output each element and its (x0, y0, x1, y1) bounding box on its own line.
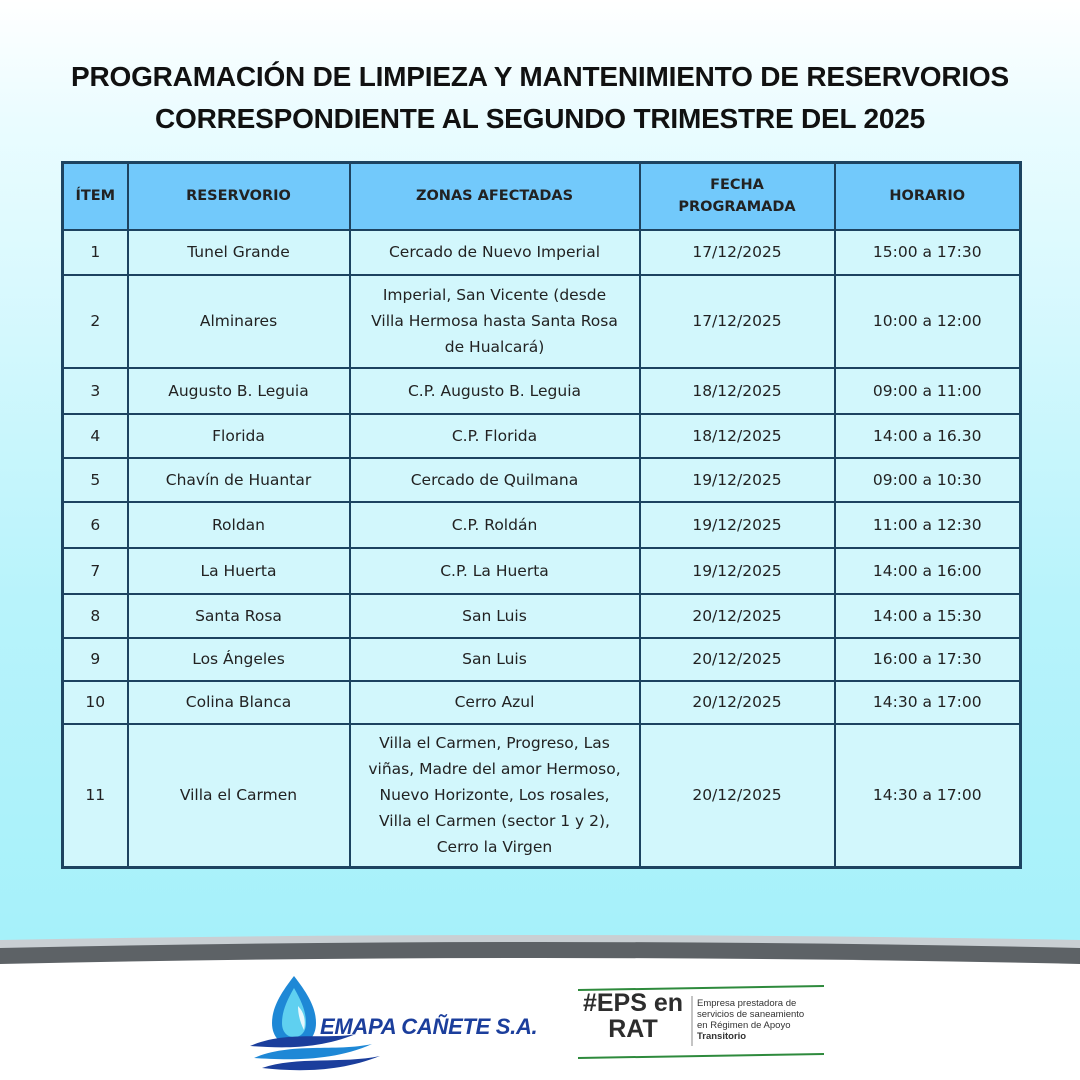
cell-fecha: 18/12/2025 (640, 368, 835, 414)
zona-line: Cercado de Nuevo Imperial (388, 243, 601, 261)
zona-line: Nuevo Horizonte, Los rosales, (379, 786, 610, 805)
cell-zonas (350, 724, 640, 868)
cell-horario: 14:30 a 17:00 (835, 724, 1021, 868)
cell-reservorio: Colina Blanca (128, 681, 350, 724)
zona-line: C.P. Roldán (451, 515, 538, 534)
cell-item: 11 (63, 724, 128, 868)
cell-reservorio: Villa el Carmen (128, 724, 350, 868)
cell-fecha: 18/12/2025 (640, 414, 835, 458)
eps-tag-line1: #EPS en (582, 989, 684, 1017)
table-row (63, 724, 1021, 868)
cell-horario: 10:00 a 12:00 (835, 275, 1021, 368)
cell-zonas (350, 502, 640, 548)
cell-horario: 16:00 a 17:30 (835, 638, 1021, 681)
header-reservorio: RESERVORIO (128, 163, 350, 230)
table-row (63, 594, 1021, 638)
zona-line: Villa Hermosa hasta Santa Rosa (371, 312, 618, 330)
schedule-table (61, 161, 1022, 869)
cell-fecha: 19/12/2025 (640, 458, 835, 502)
cell-fecha: 20/12/2025 (640, 638, 835, 681)
table-row (63, 458, 1021, 502)
eps-desc-line2: servicios de saneamiento (697, 1009, 805, 1020)
cell-item: 8 (63, 594, 128, 638)
header-fecha-line1: FECHA (710, 177, 764, 194)
cell-zonas (350, 458, 640, 502)
table-row (63, 414, 1021, 458)
zona-line: viñas, Madre del amor Hermoso, (368, 760, 621, 779)
zona-line: Villa el Carmen, Progreso, Las (379, 734, 610, 753)
cell-item: 9 (63, 638, 128, 681)
table-row (63, 681, 1021, 724)
eps-desc-line1: Empresa prestadora de (697, 998, 797, 1009)
header-fecha-line2: PROGRAMADA (678, 199, 796, 216)
cell-reservorio: Tunel Grande (128, 230, 350, 275)
table-row (63, 230, 1021, 275)
table-row (63, 368, 1021, 414)
cell-horario: 09:00 a 10:30 (835, 458, 1021, 502)
table-row (63, 275, 1021, 368)
table-body (63, 230, 1021, 868)
header-item: ÍTEM (63, 163, 128, 230)
cell-fecha: 19/12/2025 (640, 548, 835, 594)
cell-horario: 15:00 a 17:30 (835, 230, 1021, 275)
cell-fecha: 19/12/2025 (640, 502, 835, 548)
cell-zonas (350, 594, 640, 638)
cell-zonas (350, 275, 640, 368)
table-row (63, 502, 1021, 548)
cell-horario: 09:00 a 11:00 (835, 368, 1021, 414)
cell-zonas (350, 368, 640, 414)
table-row (63, 638, 1021, 681)
cell-reservorio: Santa Rosa (128, 594, 350, 638)
zona-line: de Hualcará) (444, 338, 545, 356)
cell-fecha: 20/12/2025 (640, 724, 835, 868)
eps-description (697, 998, 827, 1042)
cell-horario: 14:00 a 15:30 (835, 594, 1021, 638)
zona-line: Cerro la Virgen (436, 838, 553, 857)
eps-desc-line4: Transitorio (697, 1031, 747, 1042)
cell-item: 2 (63, 275, 128, 368)
cell-horario: 11:00 a 12:30 (835, 502, 1021, 548)
eps-tag-line2: RAT (608, 1015, 658, 1043)
cell-zonas (350, 681, 640, 724)
zona-line: Cercado de Quilmana (410, 470, 579, 489)
cell-item: 6 (63, 502, 128, 548)
cell-zonas (350, 638, 640, 681)
eps-rat-logo (576, 984, 826, 1062)
document-title (0, 56, 1080, 140)
zona-line: Imperial, San Vicente (desde (382, 286, 607, 304)
cell-horario: 14:00 a 16.30 (835, 414, 1021, 458)
table-header-row (63, 163, 1021, 230)
cell-fecha: 20/12/2025 (640, 594, 835, 638)
table-row (63, 548, 1021, 594)
zona-line: San Luis (462, 606, 527, 625)
cell-item: 7 (63, 548, 128, 594)
cell-zonas (350, 548, 640, 594)
eps-tag (578, 990, 688, 1042)
title-line-2: CORRESPONDIENTE AL SEGUNDO TRIMESTRE DEL 2025 (155, 103, 925, 134)
cell-reservorio: La Huerta (128, 548, 350, 594)
cell-fecha: 17/12/2025 (640, 275, 835, 368)
header-fecha (640, 163, 835, 230)
cell-fecha: 20/12/2025 (640, 681, 835, 724)
zona-line: Villa el Carmen (sector 1 y 2), (379, 812, 610, 831)
zona-line: Cerro Azul (454, 693, 535, 711)
zona-line: C.P. La Huerta (440, 561, 549, 580)
cell-item: 4 (63, 414, 128, 458)
cell-horario: 14:30 a 17:00 (835, 681, 1021, 724)
cell-item: 3 (63, 368, 128, 414)
cell-reservorio: Los Ángeles (128, 638, 350, 681)
cell-item: 10 (63, 681, 128, 724)
header-horario: HORARIO (835, 163, 1021, 230)
header-zonas: ZONAS AFECTADAS (350, 163, 640, 230)
zona-line: San Luis (462, 650, 527, 668)
cell-horario: 14:00 a 16:00 (835, 548, 1021, 594)
zona-line: C.P. Florida (451, 426, 538, 445)
cell-item: 5 (63, 458, 128, 502)
cell-reservorio: Chavín de Huantar (128, 458, 350, 502)
cell-zonas (350, 414, 640, 458)
cell-reservorio: Florida (128, 414, 350, 458)
cell-reservorio: Roldan (128, 502, 350, 548)
cell-reservorio: Augusto B. Leguia (128, 368, 350, 414)
cell-reservorio: Alminares (128, 275, 350, 368)
eps-desc-line3: en Régimen de Apoyo (697, 1020, 791, 1031)
emapa-logo (246, 968, 546, 1073)
zona-line: C.P. Augusto B. Leguia (407, 381, 582, 400)
cell-fecha: 17/12/2025 (640, 230, 835, 275)
cell-item: 1 (63, 230, 128, 275)
cell-zonas (350, 230, 640, 275)
emapa-name: EMAPA CAÑETE S.A. (320, 1014, 538, 1039)
title-line-1: PROGRAMACIÓN DE LIMPIEZA Y MANTENIMIENTO DE RESERVORIOS (71, 61, 1009, 92)
